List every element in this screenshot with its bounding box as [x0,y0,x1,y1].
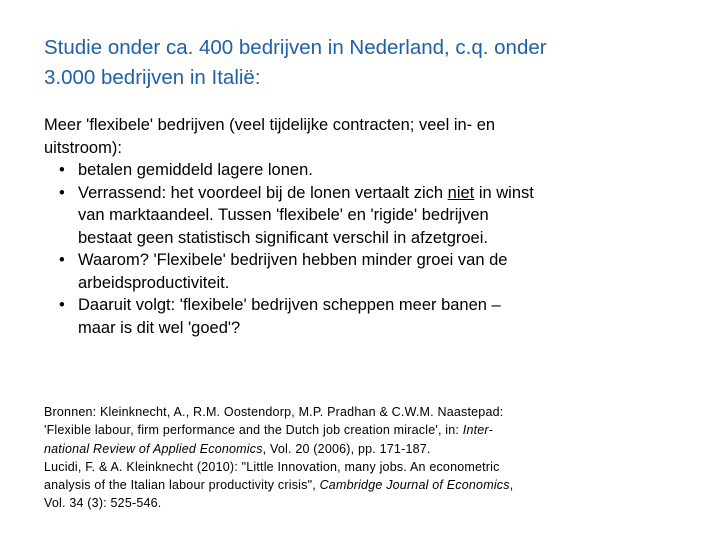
source-2-line-3: Vol. 34 (3): 525-546. [44,496,162,511]
source-1-journal-part-2: national Review of Applied Economics [44,441,263,456]
bullet-3-line-1: • Waarom? 'Flexibele' bedrijven hebben minder groei van de [78,251,508,269]
sources-block [44,403,694,513]
bullet-2-line-1 [78,182,694,205]
slide-body [44,114,694,339]
intro-paragraph [44,114,694,159]
bullet-2-line-1a: Verrassend: het voordeel bij de lonen vertaalt zich [78,183,448,202]
bullet-4-line-1: • Daaruit volgt: 'flexibele' bedrijven scheppen meer banen – [78,296,501,314]
bullet-item-2 [44,182,694,250]
source-2-line-2a: analysis of the Italian labour productivity crisis", [44,478,320,493]
intro-line-1: Meer 'flexibele' bedrijven (veel tijdelijke contracten; veel in- en [44,116,496,134]
bullet-list [44,159,694,339]
bullet-3-line-2: arbeidsproductiviteit. [78,273,230,292]
bullet-4-line-2: maar is dit wel 'goed'? [78,318,241,337]
source-1-line-3 [44,440,694,458]
source-2-line-2 [44,476,694,494]
source-2-line-1: Lucidi, F. & A. Kleinknecht (2010): "Little Innovation, many jobs. An econometric [44,459,500,474]
bullet-2-emphasis: niet [447,183,475,202]
bullet-1-line-1: • betalen gemiddeld lagere lonen. [78,161,313,179]
source-1-journal-part-1: Inter- [462,423,493,438]
source-1-line-3b: , Vol. 20 (2006), pp. 171-187. [262,441,431,456]
title-line-1: Studie onder ca. 400 bedrijven in Nederland, c.q. onder [44,36,547,59]
slide-title [44,33,694,93]
title-line-2: 3.000 bedrijven in Italië: [44,66,261,89]
source-2-journal: Cambridge Journal of Economics [319,478,510,493]
bullet-item-3 [44,249,694,294]
bullet-2-line-2: van marktaandeel. Tussen 'flexibele' en 'rigide' bedrijven [78,206,489,224]
bullet-item-1 [44,159,694,182]
source-1-line-2 [44,421,694,439]
bullet-2-line-3: bestaat geen statistisch significant verschil in afzetgroei. [78,228,488,247]
source-1-line-2a: 'Flexible labour, firm performance and the Dutch job creation miracle', in: [44,423,463,438]
bullet-item-4 [44,294,694,339]
source-1-line-1: Bronnen: Kleinknecht, A., R.M. Oostendorp, M.P. Pradhan & C.W.M. Naastepad: [44,405,504,419]
bullet-2-line-1b: in winst [474,183,534,202]
intro-line-2: uitstroom): [44,138,122,157]
source-2-line-2b: , [509,478,514,493]
